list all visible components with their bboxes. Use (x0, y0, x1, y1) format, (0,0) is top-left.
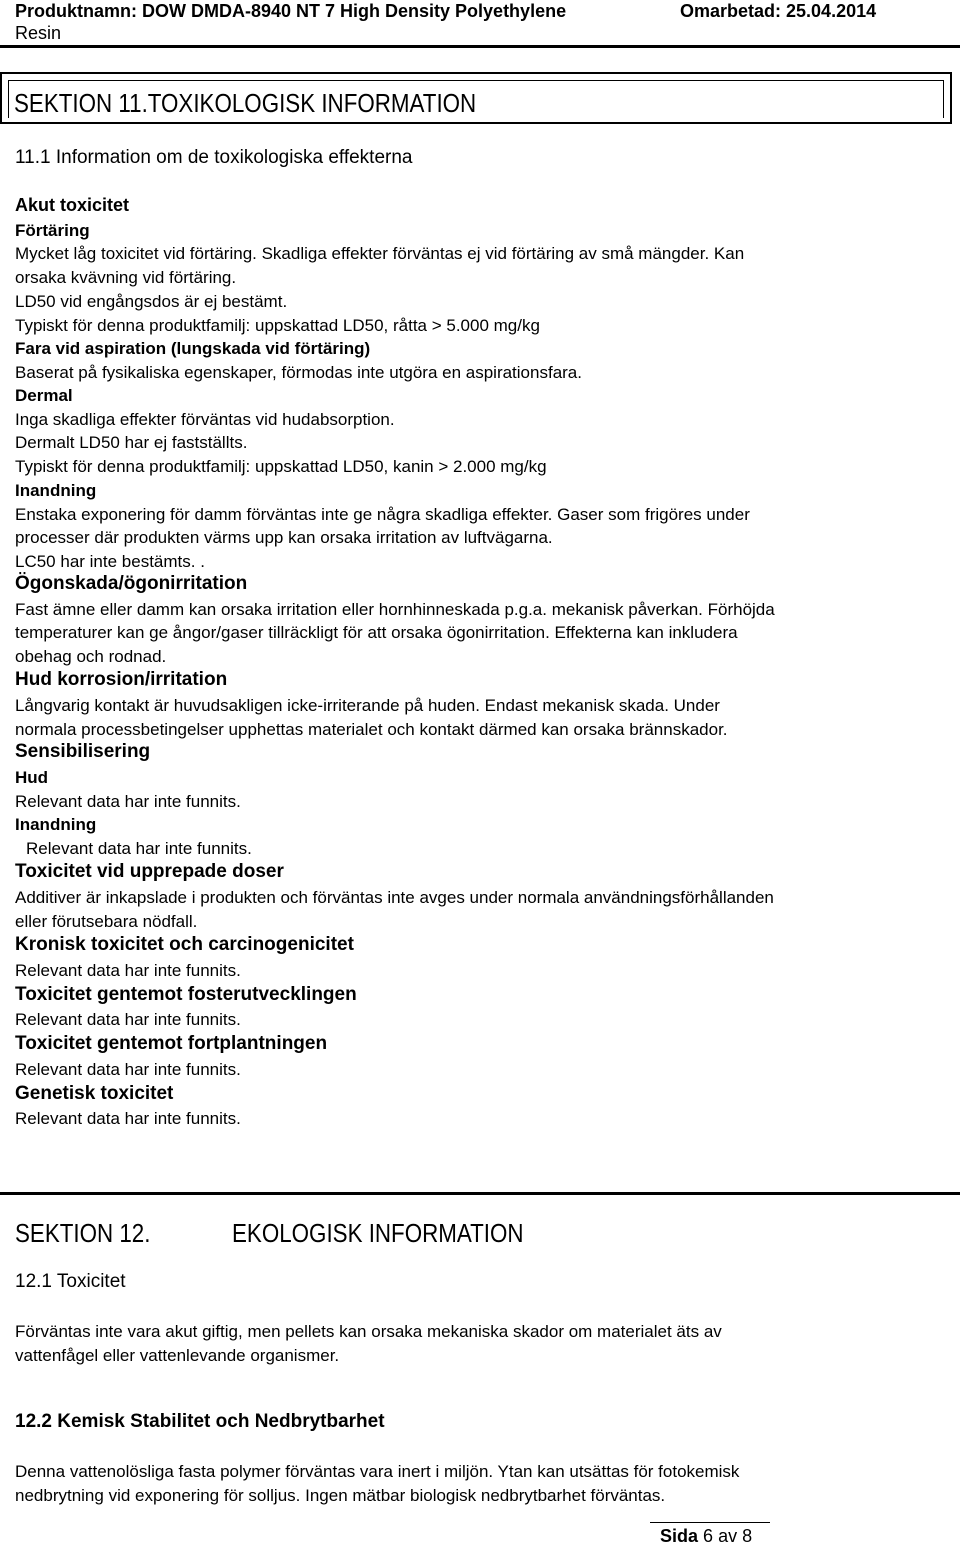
dermal-heading: Dermal (15, 386, 73, 405)
page-total: av 8 (718, 1526, 753, 1546)
product-name-line2: Resin (15, 23, 62, 43)
genetic-toxicity-heading: Genetisk toxicitet (15, 1083, 174, 1104)
acute-toxicity-heading: Akut toxicitet (15, 195, 130, 215)
ingestion-text-1: Mycket låg toxicitet vid förtäring. Skadliga effekter förväntas ej vid förtäring av små mängder. Kan (15, 244, 745, 263)
eye-damage-text-3: obehag och rodnad. (15, 647, 167, 666)
eye-damage-text-1: Fast ämne eller damm kan orsaka irritation eller hornhinneskada p.g.a. mekanisk påverkan. Förhöjda (15, 600, 775, 619)
developmental-toxicity-text: Relevant data har inte funnits. (15, 1010, 241, 1029)
aspiration-text: Baserat på fysikaliska egenskaper, förmodas inte utgöra en aspirationsfara. (15, 363, 582, 382)
section-11-title: SEKTION 11.TOXIKOLOGISK INFORMATION (14, 88, 477, 118)
sensitization-skin-text: Relevant data har inte funnits. (15, 792, 241, 811)
section-11-header (0, 72, 952, 124)
ingestion-text-4: Typiskt för denna produktfamilj: uppskattad LD50, råtta > 5.000 mg/kg (15, 316, 540, 335)
ingestion-text-2: orsaka kvävning vid förtäring. (15, 268, 237, 287)
page-number-rule (650, 1522, 770, 1523)
subsection-11-1-heading: 11.1 Information om de toxikologiska effekterna (15, 147, 413, 168)
section-12-title: EKOLOGISK INFORMATION (232, 1218, 524, 1248)
skin-corrosion-text-1: Långvarig kontakt är huvudsakligen icke-irriterande på huden. Endast mekanisk skada. Under (15, 696, 720, 715)
dermal-text-3: Typiskt för denna produktfamilj: uppskattad LD50, kanin > 2.000 mg/kg (15, 457, 547, 476)
page-word: Sida (660, 1526, 699, 1546)
subsection-12-2-heading: 12.2 Kemisk Stabilitet och Nedbrytbarhet (15, 1411, 385, 1432)
inhalation-text-3: LC50 har inte bestämts. . (15, 552, 205, 571)
header-divider (0, 45, 960, 48)
aspiration-heading: Fara vid aspiration (lungskada vid förtäring) (15, 339, 371, 358)
revision-date: Omarbetad: 25.04.2014 (680, 1, 877, 21)
eye-damage-heading: Ögonskada/ögonirritation (15, 573, 248, 594)
stability-text-2: nedbrytning vid exponering för solljus. Ingen mätbar biologisk nedbrytbarhet förväntas. (15, 1486, 666, 1505)
ingestion-text-3: LD50 vid engångsdos är ej bestämt. (15, 292, 288, 311)
sensitization-inhalation-text: Relevant data har inte funnits. (26, 839, 252, 858)
section-12-divider (0, 1192, 960, 1195)
document-header (15, 0, 955, 42)
chronic-toxicity-text: Relevant data har inte funnits. (15, 961, 241, 980)
stability-text-1: Denna vattenolösliga fasta polymer förväntas vara inert i miljön. Ytan kan utsättas för fotokemisk (15, 1462, 740, 1481)
product-name-line1: Produktnamn: DOW DMDA-8940 NT 7 High Density Polyethylene (15, 1, 567, 21)
repeated-dose-text-1: Additiver är inkapslade i produkten och förväntas inte avges under normala användningsförhållanden (15, 888, 774, 907)
inhalation-text-2: processer där produkten värms upp kan orsaka irritation av luftvägarna. (15, 528, 553, 547)
page-current: 6 (703, 1526, 714, 1546)
inhalation-heading: Inandning (15, 481, 97, 500)
developmental-toxicity-heading: Toxicitet gentemot fosterutvecklingen (15, 984, 357, 1005)
ingestion-heading: Förtäring (15, 221, 90, 240)
dermal-text-2: Dermalt LD50 har ej fastställts. (15, 433, 248, 452)
reproductive-toxicity-text: Relevant data har inte funnits. (15, 1060, 241, 1079)
subsection-12-1-heading: 12.1 Toxicitet (15, 1271, 126, 1292)
sensitization-heading: Sensibilisering (15, 741, 151, 762)
reproductive-toxicity-heading: Toxicitet gentemot fortplantningen (15, 1033, 328, 1054)
repeated-dose-heading: Toxicitet vid upprepade doser (15, 861, 284, 882)
chronic-toxicity-heading: Kronisk toxicitet och carcinogenicitet (15, 934, 354, 955)
product-name (15, 0, 655, 44)
sensitization-inhalation-heading: Inandning (15, 815, 97, 834)
skin-corrosion-heading: Hud korrosion/irritation (15, 669, 228, 690)
section-12-label: SEKTION 12. (15, 1218, 151, 1248)
genetic-toxicity-text: Relevant data har inte funnits. (15, 1109, 241, 1128)
toxicity-text-1: Förväntas inte vara akut giftig, men pellets kan orsaka mekaniska skador om materialet äts av (15, 1322, 722, 1341)
inhalation-text-1: Enstaka exponering för damm förväntas inte ge några skadliga effekter. Gaser som frigöres under (15, 505, 750, 524)
skin-corrosion-text-2: normala processbetingelser upphettas materialet och kontakt därmed kan orsaka brännskador. (15, 720, 728, 739)
repeated-dose-text-2: eller förutsebara nödfall. (15, 912, 198, 931)
eye-damage-text-2: temperaturer kan ge ångor/gaser tillräckligt för att orsaka ögonirritation. Effekterna kan inkludera (15, 623, 738, 642)
toxicity-text-2: vattenfågel eller vattenlevande organismer. (15, 1346, 340, 1365)
sensitization-skin-heading: Hud (15, 768, 49, 787)
dermal-text-1: Inga skadliga effekter förväntas vid hudabsorption. (15, 410, 395, 429)
